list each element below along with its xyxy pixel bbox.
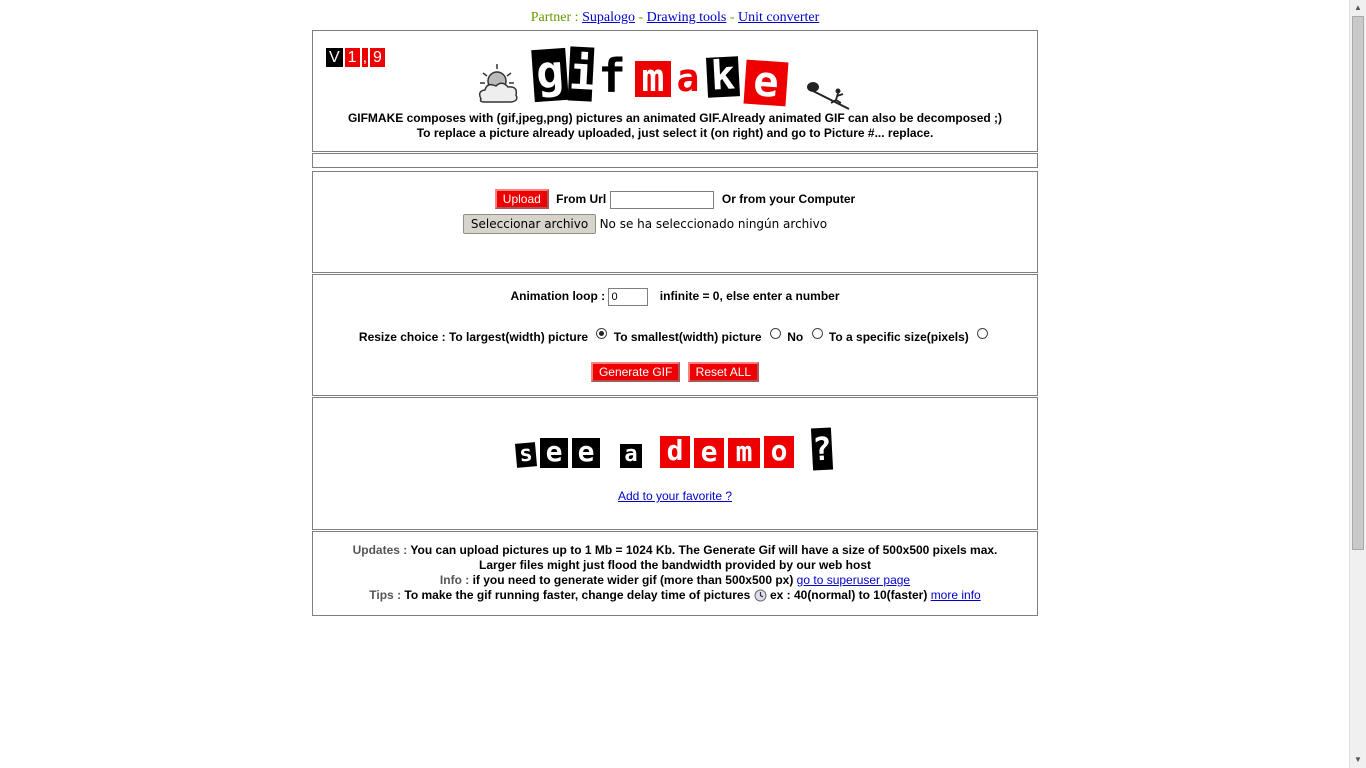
demo-letter: e [540,438,568,468]
version-major: 1 [345,48,360,67]
partner-bar [0,10,1350,26]
loop-row [313,288,1037,306]
clock-icon [754,589,767,602]
link-supalogo[interactable]: Supalogo [582,10,635,25]
upload-panel [312,171,1038,273]
tips-text-2: ex : 40(normal) to 10(faster) [769,588,928,602]
demo-letter: e [572,438,600,468]
superuser-link[interactable]: go to superuser page [796,573,911,587]
info-line [313,573,1037,588]
demo-letter: e [694,438,724,468]
demo-letter: a [620,444,642,468]
logo-letter: a [676,56,700,100]
choose-file-button[interactable]: Seleccionar archivo [463,214,596,234]
resize-no-radio[interactable] [812,328,823,339]
separator: - [638,10,644,25]
logo-letter: g [531,48,569,102]
loop-input[interactable] [608,288,648,306]
resize-label: Resize choice : To largest(width) picture [358,330,589,344]
demo-panel [312,397,1038,530]
tips-line [313,588,1037,603]
see-a-demo-link[interactable] [516,426,836,474]
add-favorite-link[interactable]: Add to your favorite ? [617,489,733,503]
demo-letter: d [660,436,690,468]
more-info-link[interactable]: more info [930,588,981,602]
updates-line-2: Larger files might just flood the bandwidth provided by our web host [478,558,871,572]
vertical-scrollbar[interactable] [1349,0,1366,768]
resize-specific-label: To a specific size(pixels) [828,330,969,344]
generate-gif-button[interactable]: Generate GIF [591,362,680,382]
resize-smallest-radio[interactable] [770,328,781,339]
updates-block [313,543,1037,603]
resize-row [313,330,1037,344]
cloud-sun-icon [475,61,521,105]
tips-label: Tips : [369,588,402,602]
upload-button[interactable]: Upload [495,189,549,209]
reset-all-button[interactable]: Reset ALL [688,362,759,382]
url-input[interactable] [610,191,714,209]
options-panel [312,274,1038,396]
loop-hint: infinite = 0, else enter a number [659,289,840,304]
description-line: GIFMAKE composes with (gif,jpeg,png) pictures an animated GIF.Already animated GIF can also be decomposed ;) [347,111,1003,125]
description [313,111,1037,141]
partner-label: Partner : [530,10,579,25]
upload-url-row [313,189,1037,209]
version-badge [326,48,385,67]
logo-letter: e [744,60,789,107]
loop-label: Animation loop : [510,289,606,304]
header-panel [312,30,1038,152]
description-line: To replace a picture already uploaded, just select it (on right) and go to Picture #... replace. [416,126,934,140]
from-computer-label: Or from your Computer [721,192,856,206]
file-row [313,214,1037,234]
link-drawing-tools[interactable]: Drawing tools [646,10,727,25]
logo-letter: k [706,56,740,98]
from-url-label: From Url [556,192,607,206]
resize-largest-radio[interactable] [596,328,607,339]
scroll-down-arrow-icon[interactable]: ▼ [1354,755,1362,764]
info-panel [312,531,1038,616]
updates-text: You can upload pictures up to 1 Mb = 1024 Kb. The Generate Gif will have a size of 500x500 pixels max. [410,543,998,557]
demo-letter: ? [811,428,833,471]
empty-panel [312,153,1038,168]
demo-letter: s [515,442,537,468]
updates-label: Updates : [352,543,408,557]
version-minor: 9 [370,48,385,67]
tips-text: To make the gif running faster, change delay time of pictures [404,588,751,602]
info-text: if you need to generate wider gif (more than 500x500 px) [472,573,794,587]
resize-smallest-label: To smallest(width) picture [613,330,762,344]
action-row [313,362,1037,382]
demo-letter: m [728,438,760,468]
demo-letter: o [764,436,794,468]
skier-icon [805,81,853,113]
version-dot: , [362,49,368,66]
logo-letter: m [635,61,671,97]
scrollbar-thumb[interactable] [1352,16,1364,550]
favorite-row [313,489,1037,503]
version-v: V [326,48,343,67]
separator: - [729,10,735,25]
info-label: Info : [439,573,470,587]
scroll-up-arrow-icon[interactable]: ▲ [1354,3,1362,12]
resize-no-label: No [787,330,804,344]
logo-letter: f [598,49,626,103]
file-status: No se ha seleccionado ningún archivo [599,217,828,231]
gifmake-logo [473,43,873,109]
link-unit-converter[interactable]: Unit converter [738,10,820,25]
updates-line [313,543,1037,558]
resize-specific-radio[interactable] [977,328,988,339]
logo-letter: i [567,45,599,101]
